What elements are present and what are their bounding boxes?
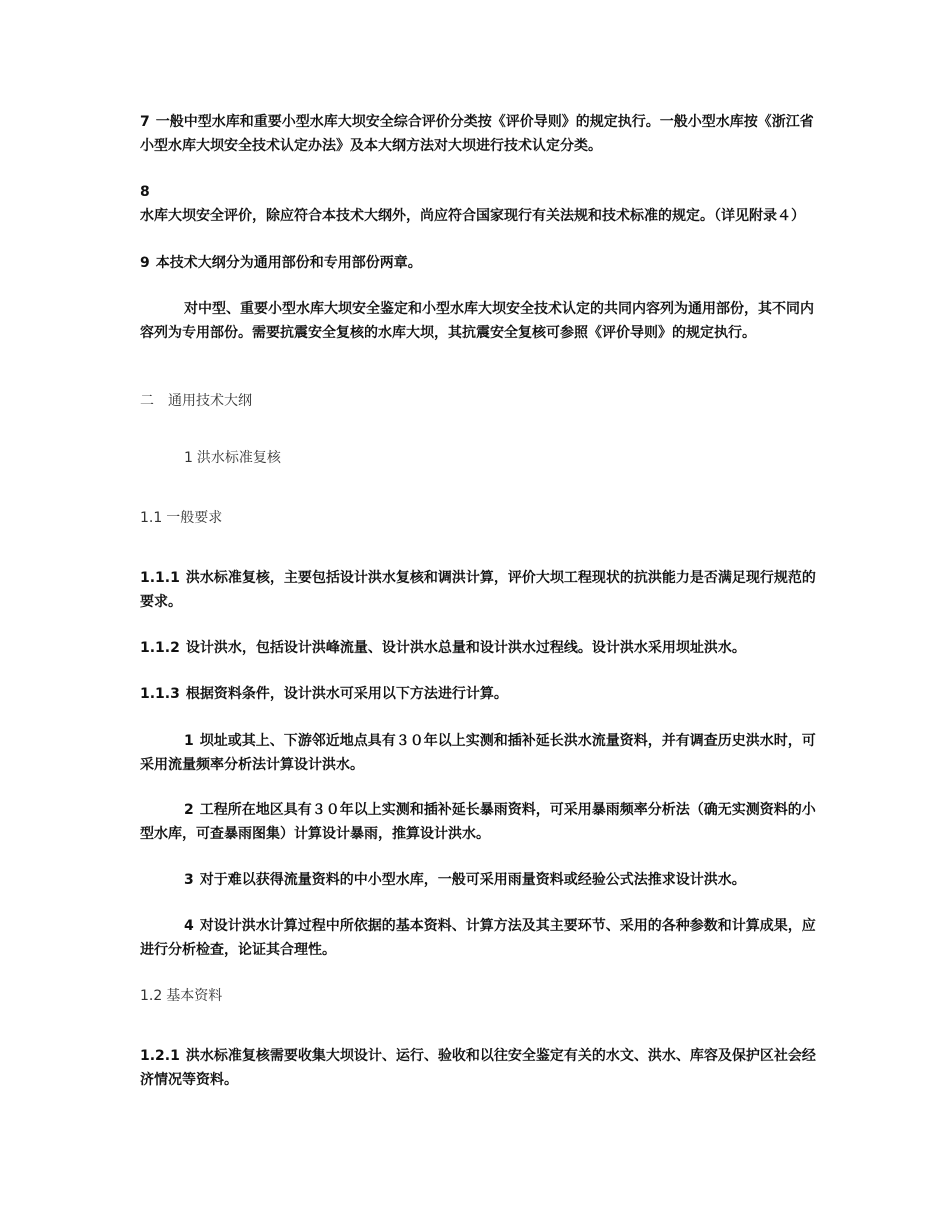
paragraph-text: 对中型、重要小型水库大坝安全鉴定和小型水库大坝安全技术认定的共同内容列为通用部份，其不同内容列为专用部份。需要抗震安全复核的水库大坝，其抗震安全复核可参照《评价导则》的规定执行。 <box>140 301 814 341</box>
clause-7 <box>140 110 820 158</box>
method-2 <box>140 798 820 846</box>
clause-1-1-1 <box>140 566 820 614</box>
subsection-number: 1.1 <box>140 510 163 526</box>
clause-text: 一般中型水库和重要小型水库大坝安全综合评价分类按《评价导则》的规定执行。一般小型水库按《浙江省小型水库大坝安全技术认定办法》及本大纲方法对大坝进行技术认定分类。 <box>140 114 814 154</box>
clause-number: 1.1.1 <box>140 570 180 586</box>
subsection-title: 一般要求 <box>166 510 223 526</box>
subsection-heading-1-1 <box>140 506 222 530</box>
subsection-number: 1.2 <box>140 988 163 1004</box>
method-text: 对设计洪水计算过程中所依据的基本资料、计算方法及其主要环节、采用的各种参数和计算成果，应进行分析检查，论证其合理性。 <box>140 918 816 958</box>
clause-number: 1.1.3 <box>140 686 180 702</box>
method-3 <box>140 868 820 892</box>
method-1 <box>140 729 820 777</box>
method-number: 2 <box>184 802 194 818</box>
section-number: 1 <box>184 450 193 466</box>
method-number: 3 <box>184 872 194 888</box>
clause-text: 本技术大纲分为通用部份和专用部份两章。 <box>155 255 422 271</box>
clause-number: 9 <box>140 255 150 271</box>
method-4 <box>140 914 820 962</box>
clause-9 <box>140 251 820 275</box>
section-heading <box>184 446 281 470</box>
clause-number: 1.1.2 <box>140 640 180 656</box>
clause-1-1-2 <box>140 636 820 660</box>
clause-8 <box>140 180 820 228</box>
clause-text: 设计洪水，包括设计洪峰流量、设计洪水总量和设计洪水过程线。设计洪水采用坝址洪水。 <box>185 640 746 656</box>
clause-text: 洪水标准复核需要收集大坝设计、运行、验收和以往安全鉴定有关的水文、洪水、库容及保护区社会经济情况等资料。 <box>140 1048 816 1088</box>
method-text: 坝址或其上、下游邻近地点具有３０年以上实测和插补延长洪水流量资料，并有调查历史洪水时，可采用流量频率分析法计算设计洪水。 <box>140 733 816 773</box>
subsection-title: 基本资料 <box>166 988 223 1004</box>
clause-text: 根据资料条件，设计洪水可采用以下方法进行计算。 <box>185 686 508 702</box>
method-number: 1 <box>184 733 194 749</box>
clause-9-paragraph <box>140 297 820 345</box>
clause-number: 7 <box>140 114 150 130</box>
clause-1-1-3 <box>140 682 820 706</box>
clause-text: 洪水标准复核，主要包括设计洪水复核和调洪计算，评价大坝工程现状的抗洪能力是否满足现行规范的要求。 <box>140 570 816 610</box>
method-text: 工程所在地区具有３０年以上实测和插补延长暴雨资料，可采用暴雨频率分析法（确无实测资料的小型水库，可查暴雨图集）计算设计暴雨，推算设计洪水。 <box>140 802 816 842</box>
method-number: 4 <box>184 918 194 934</box>
section-title: 洪水标准复核 <box>196 450 281 466</box>
clause-number: 1.2.1 <box>140 1048 180 1064</box>
method-text: 对于难以获得流量资料的中小型水库，一般可采用雨量资料或经验公式法推求设计洪水。 <box>199 872 746 888</box>
clause-1-2-1 <box>140 1044 820 1092</box>
clause-text: 水库大坝安全评价，除应符合本技术大纲外，尚应符合国家现行有关法规和技术标准的规定。（详见附录４） <box>140 208 805 224</box>
chapter-heading: 二 通用技术大纲 <box>140 393 252 409</box>
clause-number: 8 <box>140 184 150 200</box>
subsection-heading-1-2 <box>140 984 222 1008</box>
